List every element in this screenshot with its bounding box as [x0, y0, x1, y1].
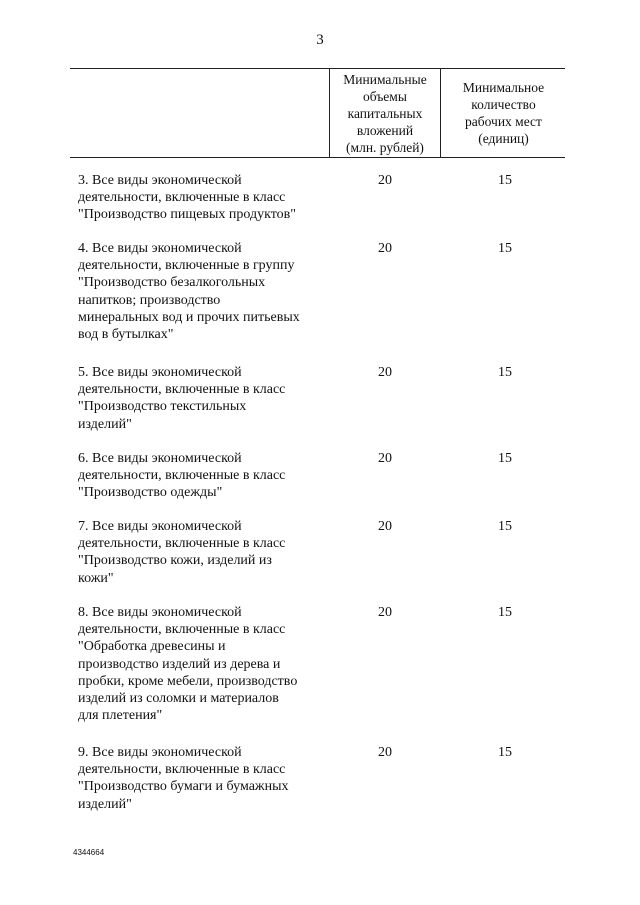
table-header [70, 68, 565, 158]
row-jobs-value: 15 [498, 745, 512, 760]
table-row [0, 604, 640, 744]
table-row [0, 172, 640, 240]
row-investment-value: 20 [378, 173, 392, 188]
row-jobs-value: 15 [498, 241, 512, 256]
row-investment-value: 20 [378, 605, 392, 620]
row-activity-label: 4. Все виды экономической деятельности, включенные в группу "Производство безалкогольных напитков; производство минеральных вод и прочих питьевых вод в бутылках" [78, 241, 300, 343]
table-row [0, 364, 640, 450]
row-investment-value: 20 [378, 365, 392, 380]
table-row [0, 518, 640, 604]
row-investment-value: 20 [378, 745, 392, 760]
document-code: 4344664 [73, 848, 105, 857]
row-activity-label: 8. Все виды экономической деятельности, включенные в класс "Обработка древесины и производство изделий из дерева и пробки, кроме мебели, производство изделий из соломки и материалов для плетения" [78, 605, 298, 724]
row-jobs-value: 15 [498, 173, 512, 188]
row-activity-label: 7. Все виды экономической деятельности, включенные в класс "Производство кожи, изделий из кожи" [78, 519, 286, 586]
row-jobs-value: 15 [498, 519, 512, 534]
table-row [0, 450, 640, 518]
table-row [0, 744, 640, 816]
row-investment-value: 20 [378, 519, 392, 534]
row-investment-value: 20 [378, 241, 392, 256]
row-activity-label: 5. Все виды экономической деятельности, включенные в класс "Производство текстильных изделий" [78, 365, 286, 432]
header-min-investment: Минимальные объемы капитальных вложений (млн. рублей) [329, 69, 440, 157]
header-min-jobs: Минимальное количество рабочих мест (единиц) [440, 69, 566, 157]
row-activity-label: 9. Все виды экономической деятельности, включенные в класс "Производство бумаги и бумажных изделий" [78, 745, 289, 812]
row-jobs-value: 15 [498, 451, 512, 466]
row-investment-value: 20 [378, 451, 392, 466]
row-jobs-value: 15 [498, 605, 512, 620]
row-jobs-value: 15 [498, 365, 512, 380]
page-number: 3 [316, 32, 324, 48]
table-body [0, 172, 640, 816]
row-activity-label: 3. Все виды экономической деятельности, включенные в класс "Производство пищевых продуктов" [78, 173, 297, 223]
table-row [0, 240, 640, 364]
row-activity-label: 6. Все виды экономической деятельности, включенные в класс "Производство одежды" [78, 451, 286, 501]
